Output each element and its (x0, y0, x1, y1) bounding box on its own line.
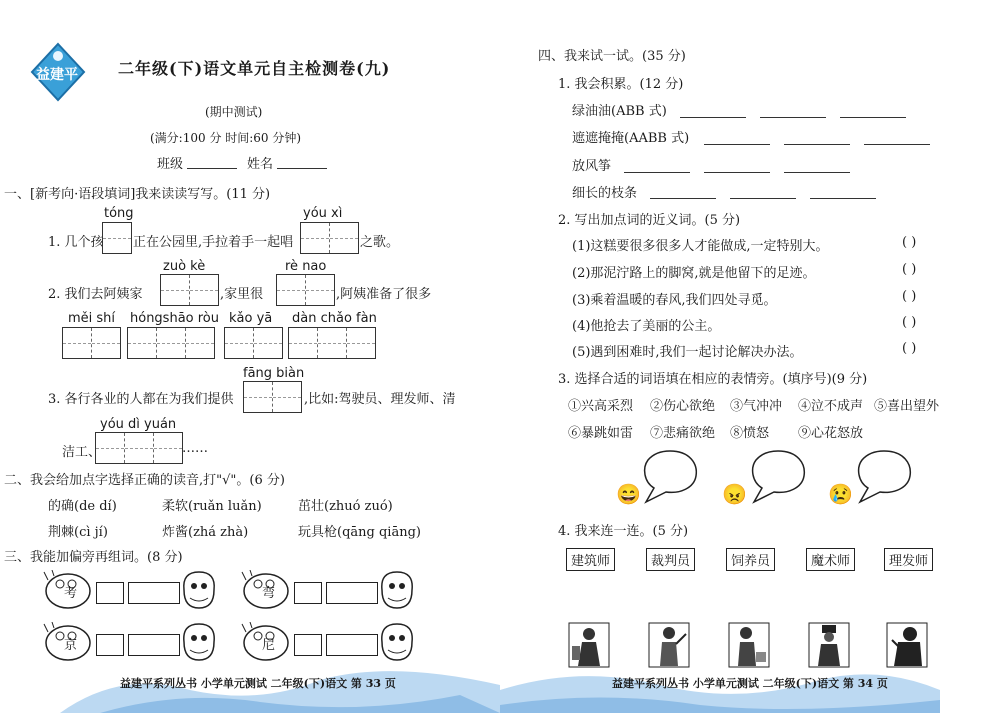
answer-line[interactable] (760, 116, 826, 118)
answer-line[interactable] (810, 197, 876, 199)
class-label: 班级 (157, 157, 184, 172)
q3-text-a: 3. 各行各业的人都在为我们提供 (48, 392, 234, 407)
emotion-option: ⑤喜出望外 (874, 399, 940, 414)
answer-grid[interactable] (62, 327, 121, 359)
pinyin-youxi: yóu xì (303, 206, 343, 221)
radical-char: 京 (64, 638, 78, 653)
pinyin-danchaofan: dàn chǎo fàn (292, 311, 377, 326)
answer-line[interactable] (730, 197, 796, 199)
radical-answer-box[interactable] (96, 634, 124, 656)
crying-face-icon: 😢 (828, 482, 853, 506)
q3-text-c: 洁工、 (62, 445, 102, 460)
answer-paren[interactable]: ( ) (902, 262, 917, 277)
left-page (0, 0, 500, 713)
answer-line[interactable] (864, 143, 930, 145)
cartoon-character-icon (42, 570, 94, 616)
speech-bubble[interactable] (640, 448, 700, 508)
cartoon-character-icon (240, 570, 292, 616)
word-answer-box[interactable] (326, 634, 378, 656)
answer-line[interactable] (704, 171, 770, 173)
pinyin-fangbian: fāng biàn (243, 366, 305, 381)
emotion-option: ④泣不成声 (798, 399, 864, 414)
word-answer-box[interactable] (128, 634, 180, 656)
word-answer-box[interactable] (326, 582, 378, 604)
job-label-barber[interactable]: 理发师 (884, 548, 933, 571)
pronunciation-item[interactable]: 玩具枪(qāng qiāng) (298, 525, 421, 540)
radical-char: 考 (64, 586, 78, 601)
answer-grid[interactable] (224, 327, 283, 359)
synonym-item: (1)这糕要很多很多人才能做成,一定特别大。 (572, 239, 829, 254)
answer-grid[interactable] (160, 274, 219, 306)
radical-answer-box[interactable] (294, 582, 322, 604)
emotion-option: ⑥暴跳如雷 (568, 426, 634, 441)
emotion-option: ②伤心欲绝 (650, 399, 716, 414)
logo-text: 益建平 (36, 67, 78, 83)
accumulate-row-label: 细长的枝条 (572, 186, 638, 201)
right-page (500, 0, 1000, 713)
answer-grid[interactable] (276, 274, 335, 306)
emotion-option: ⑦悲痛欲绝 (650, 426, 716, 441)
answer-line[interactable] (624, 171, 690, 173)
answer-paren[interactable]: ( ) (902, 235, 917, 250)
job-label-architect[interactable]: 建筑师 (566, 548, 615, 571)
answer-line[interactable] (840, 116, 906, 118)
answer-line[interactable] (784, 171, 850, 173)
accumulate-row-label: 放风筝 (572, 159, 612, 174)
job-label-magician[interactable]: 魔术师 (806, 548, 855, 571)
page-footer: 益建平系列丛书 小学单元测试 二年级(下)语文 第 34 页 (612, 677, 888, 690)
answer-line[interactable] (704, 143, 770, 145)
word-answer-box[interactable] (128, 582, 180, 604)
answer-line[interactable] (650, 197, 716, 199)
answer-grid[interactable] (300, 222, 359, 254)
page-title: 二年级(下)语文单元自主检测卷(九) (118, 59, 391, 78)
pinyin-renao: rè nao (285, 259, 327, 274)
speech-bubble[interactable] (748, 448, 808, 508)
emotion-option: ③气冲冲 (730, 399, 783, 414)
answer-grid[interactable] (288, 327, 376, 359)
pinyin-zuoke: zuò kè (163, 259, 206, 274)
q3-text-d: …… (182, 441, 208, 456)
emotion-option: ⑨心花怒放 (798, 426, 864, 441)
cartoon-hedgehog-icon (378, 568, 416, 616)
class-field[interactable] (187, 167, 237, 169)
section3-heading: 三、我能加偏旁再组词。(8 分) (4, 550, 183, 565)
pronunciation-item[interactable]: 荆棘(cì jí) (48, 525, 108, 540)
name-label: 姓名 (247, 157, 274, 172)
q1-text-b: 正在公园里,手拉着手一起唱 (133, 235, 294, 250)
answer-grid[interactable] (127, 327, 215, 359)
answer-line[interactable] (784, 143, 850, 145)
emotion-option: ①兴高采烈 (568, 399, 634, 414)
radical-answer-box[interactable] (96, 582, 124, 604)
q2-text-c: ,阿姨准备了很多 (336, 287, 432, 302)
synonym-item: (5)遇到困难时,我们一起讨论解决办法。 (572, 345, 803, 360)
happy-face-icon: 😄 (616, 482, 641, 506)
emotion-option: ⑧愤怒 (730, 426, 770, 441)
pronunciation-item[interactable]: 柔软(ruǎn luǎn) (162, 499, 262, 514)
answer-paren[interactable]: ( ) (902, 289, 917, 304)
pronunciation-item[interactable]: 炸酱(zhá zhà) (162, 525, 249, 540)
synonym-item: (3)乘着温暖的春风,我们四处寻觅。 (572, 293, 777, 308)
q2-text-b: ,家里很 (220, 287, 264, 302)
subtitle: (期中测试) (205, 105, 263, 119)
synonym-item: (2)那泥泞路上的脚窝,就是他留下的足迹。 (572, 266, 816, 281)
radical-char: 尼 (262, 638, 276, 653)
score-time: (满分:100 分 时间:60 分钟) (150, 131, 302, 145)
radical-char: 弯 (262, 586, 276, 601)
section4-heading: 四、我来试一试。(35 分) (538, 49, 686, 64)
q1-heading: 1. 我会积累。(12 分) (558, 77, 684, 92)
page-footer: 益建平系列丛书 小学单元测试 二年级(下)语文 第 33 页 (120, 677, 396, 690)
answer-line[interactable] (680, 116, 746, 118)
job-label-breeder[interactable]: 饲养员 (726, 548, 775, 571)
accumulate-row-label: 绿油油(ABB 式) (572, 104, 667, 119)
pinyin-tong: tóng (104, 206, 134, 221)
pronunciation-item[interactable]: 茁壮(zhuó zuó) (298, 499, 393, 514)
pinyin-hongshaorou: hóngshāo ròu (130, 311, 220, 326)
answer-grid[interactable] (95, 432, 183, 464)
pronunciation-item[interactable]: 的确(de dí) (48, 499, 117, 514)
speech-bubble[interactable] (854, 448, 914, 508)
answer-paren[interactable]: ( ) (902, 315, 917, 330)
job-label-referee[interactable]: 裁判员 (646, 548, 695, 571)
logo (28, 42, 88, 102)
q1-text-c: 之歌。 (360, 235, 400, 250)
cartoon-hedgehog-icon (180, 568, 218, 616)
answer-grid[interactable] (243, 381, 302, 413)
angry-face-icon: 😠 (722, 482, 747, 506)
q2-heading: 2. 写出加点词的近义词。(5 分) (558, 213, 741, 228)
name-field[interactable] (277, 167, 327, 169)
accumulate-row-label: 遮遮掩掩(AABB 式) (572, 131, 690, 146)
pinyin-youdiyuan: yóu dì yuán (100, 417, 177, 432)
section1-heading: 一、[新考向·语段填词]我来读读写写。(11 分) (4, 187, 271, 202)
synonym-item: (4)他抢去了美丽的公主。 (572, 319, 721, 334)
pinyin-meishi: měi shí (68, 311, 116, 326)
q1-text-a: 1. 几个孩 (48, 235, 104, 250)
answer-paren[interactable]: ( ) (902, 341, 917, 356)
q4-heading: 4. 我来连一连。(5 分) (558, 524, 689, 539)
q2-text-a: 2. 我们去阿姨家 (48, 287, 143, 302)
answer-grid[interactable] (102, 222, 132, 254)
q3-heading: 3. 选择合适的词语填在相应的表情旁。(填序号)(9 分) (558, 372, 868, 387)
radical-answer-box[interactable] (294, 634, 322, 656)
pinyin-kaoya: kǎo yā (229, 311, 273, 326)
q3-text-b: ,比如:驾驶员、理发师、清 (304, 392, 456, 407)
section2-heading: 二、我会给加点字选择正确的读音,打"√"。(6 分) (4, 473, 285, 488)
